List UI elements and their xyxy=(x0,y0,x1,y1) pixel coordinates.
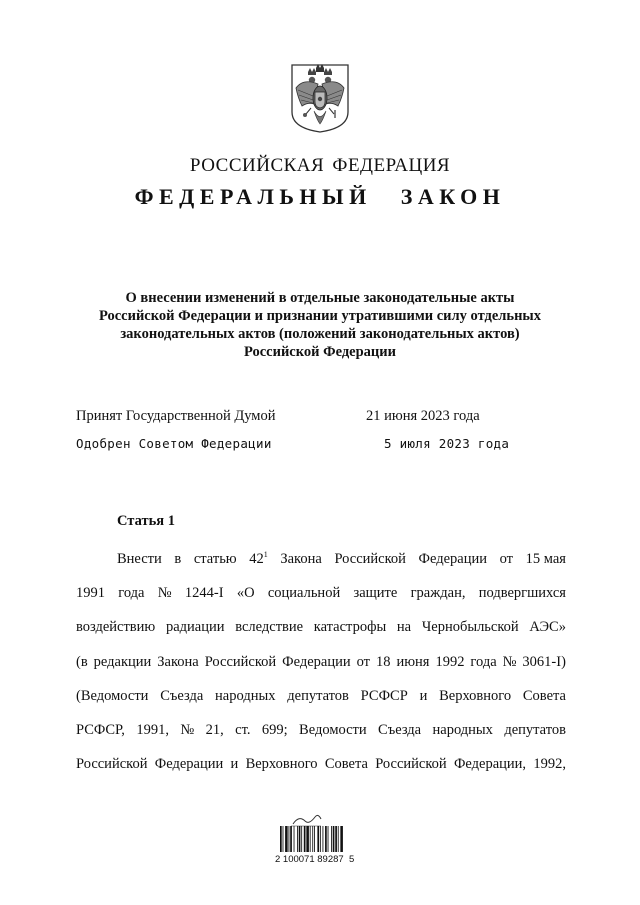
word: 1991 xyxy=(76,585,105,602)
word: Российской xyxy=(204,653,277,670)
barcode-bar xyxy=(335,826,337,852)
article-line xyxy=(76,645,566,679)
word: Закона xyxy=(280,551,322,567)
state-emblem-icon xyxy=(289,62,351,134)
law-type-heading: ФЕДЕРАЛЬНЫЙ ЗАКОН xyxy=(134,184,506,209)
word: 1244-I xyxy=(184,585,224,602)
article-number-superscript: 1 xyxy=(263,550,268,559)
law-title-line: Российской Федерации и признании утратившими силу отдельных xyxy=(98,308,542,324)
barcode-bar xyxy=(312,826,313,852)
article-line xyxy=(76,679,566,713)
word: вследствие xyxy=(235,619,304,636)
barcode-bar xyxy=(310,826,311,852)
word: 21, xyxy=(205,722,224,739)
country-name: РОССИЙСКАЯ ФЕДЕРАЦИЯ xyxy=(189,155,451,176)
word: № xyxy=(502,653,517,670)
word: 1992, xyxy=(533,756,566,773)
word: на xyxy=(396,619,412,636)
word: 1991, xyxy=(136,722,169,739)
barcode-bar xyxy=(294,826,295,852)
word: редакции xyxy=(93,653,152,670)
word: июня xyxy=(396,653,430,670)
barcode-number: 2 100071 89287 5 xyxy=(275,854,355,865)
word: народных xyxy=(432,722,493,739)
word: Ведомости xyxy=(299,722,367,739)
barcode-bar xyxy=(338,826,339,852)
word: 1992 xyxy=(435,653,465,670)
duma-adoption-row xyxy=(76,408,576,428)
barcode-bar xyxy=(317,826,319,852)
law-title-line: О внесении изменений в отдельные законодательные акты xyxy=(125,290,515,306)
word: Федерации xyxy=(154,756,224,773)
word: Верховного xyxy=(439,687,512,704)
word: радиации xyxy=(165,619,225,636)
council-approval-label: Одобрен Советом Федерации xyxy=(76,436,272,451)
word: № xyxy=(157,585,172,602)
word: (в xyxy=(76,653,88,670)
word: и xyxy=(419,687,428,704)
word: социальной xyxy=(267,585,341,602)
word: (Ведомости xyxy=(76,687,149,704)
barcode-bar xyxy=(285,826,288,852)
word: подвергшихся xyxy=(478,585,566,602)
word: Федерации xyxy=(282,653,351,670)
barcode-bar xyxy=(290,826,292,852)
barcode-bar xyxy=(280,826,282,852)
word: года xyxy=(470,653,497,670)
word: Закона xyxy=(157,653,199,670)
word: Российской xyxy=(375,756,447,773)
word: 699; xyxy=(261,722,288,739)
article-line xyxy=(76,713,566,747)
barcode-bar xyxy=(333,826,335,852)
article-line xyxy=(76,747,566,781)
barcode-bar xyxy=(323,826,324,852)
word: воздействию xyxy=(76,619,156,636)
word: Федерации xyxy=(418,551,487,567)
word: Внести xyxy=(117,551,162,567)
word: АЭС» xyxy=(529,619,566,636)
word: 3061-I) xyxy=(522,653,566,670)
barcode-bar xyxy=(331,826,332,852)
barcode-bar xyxy=(306,826,309,852)
barcode-bar xyxy=(297,826,298,852)
word: граждан, xyxy=(410,585,466,602)
word: № xyxy=(180,722,195,739)
barcode-bar xyxy=(314,826,315,852)
barcode-bar xyxy=(320,826,321,852)
word: депутатов xyxy=(504,722,566,739)
article-heading: Статья 1 xyxy=(117,513,175,529)
duma-adoption-date: 21 июня 2023 года xyxy=(366,408,480,424)
word: депутатов xyxy=(287,687,349,704)
word: Чернобыльской xyxy=(421,619,519,636)
word: в xyxy=(174,551,182,567)
article-number: 42 xyxy=(249,551,264,567)
word: народных xyxy=(215,687,276,704)
word: 15 мая xyxy=(525,551,566,567)
article-line xyxy=(76,610,566,644)
word: ст. xyxy=(235,722,251,739)
duma-adoption-label: Принят Государственной Думой xyxy=(76,408,276,424)
word: РСФСР xyxy=(360,687,408,704)
barcode-bar xyxy=(289,826,290,852)
word: Съезда xyxy=(378,722,422,739)
word: Федерации, xyxy=(453,756,527,773)
word xyxy=(249,542,268,576)
word: защите xyxy=(353,585,398,602)
law-title-line: Российской Федерации xyxy=(243,344,396,360)
word: Российской xyxy=(76,756,148,773)
word: статью xyxy=(193,551,237,567)
barcode-bar xyxy=(299,826,301,852)
law-title-line: законодательных актов (положений законодательных актов) xyxy=(120,326,520,342)
council-approval-date: 5 июля 2023 года xyxy=(384,436,510,451)
word: 18 xyxy=(375,653,391,670)
word: «О xyxy=(236,585,255,602)
word: Российской xyxy=(334,551,406,567)
barcode-bar xyxy=(340,826,343,852)
word: и xyxy=(230,756,239,773)
council-approval-row xyxy=(76,436,576,456)
barcode-bar xyxy=(283,826,284,852)
barcode xyxy=(280,826,358,852)
barcode-bar xyxy=(304,826,306,852)
barcode-bar xyxy=(328,826,329,852)
article-line xyxy=(76,542,566,576)
word: от xyxy=(356,653,370,670)
word: катастрофы xyxy=(313,619,387,636)
law-title xyxy=(70,289,570,361)
article-line xyxy=(76,576,566,610)
word: Совета xyxy=(522,687,566,704)
word: РСФСР, xyxy=(76,722,125,739)
word: Совета xyxy=(324,756,368,773)
word: от xyxy=(499,551,514,567)
word: Верховного xyxy=(245,756,318,773)
barcode-bar xyxy=(325,826,327,852)
article-body xyxy=(76,542,566,781)
barcode-bar xyxy=(301,826,302,852)
word: Съезда xyxy=(160,687,204,704)
word: года xyxy=(118,585,145,602)
